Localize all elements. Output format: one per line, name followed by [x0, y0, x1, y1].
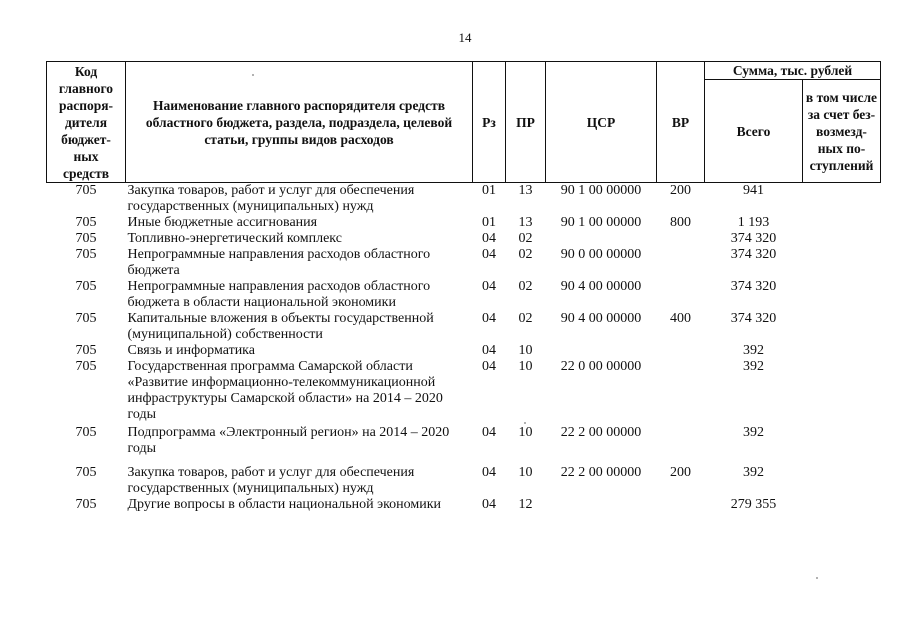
cell-csr: [546, 497, 657, 513]
cell-vtom: [803, 311, 881, 343]
cell-pr: 10: [518, 359, 533, 374]
cell-kod: 705: [75, 465, 97, 480]
cell-rz: 04: [482, 279, 496, 294]
cell-kod: 705: [75, 425, 97, 440]
cell-vsego: 374 320: [730, 231, 777, 246]
cell-vr: [657, 497, 705, 513]
cell-csr: [546, 231, 657, 247]
header-pr: ПР: [506, 62, 546, 183]
cell-name: Закупка товаров, работ и услуг для обеспечения государственных (муниципальных) нужд: [127, 465, 415, 496]
cell-csr: 22 2 00 00000: [560, 465, 642, 480]
header-kod: Код главного распоря-дителя бюджет-ных средств: [47, 62, 126, 183]
cell-name: Подпрограмма «Электронный регион» на 2014 – 2020 годы: [127, 425, 450, 456]
cell-vr: [657, 247, 705, 279]
cell-csr: 90 1 00 00000: [560, 215, 642, 230]
cell-vtom: [803, 215, 881, 231]
table-row: [47, 359, 881, 425]
cell-vr: [657, 425, 705, 457]
cell-rz: 04: [482, 497, 496, 512]
cell-rz: 04: [482, 247, 496, 262]
cell-pr: 02: [518, 279, 533, 294]
cell-vtom: [803, 497, 881, 513]
cell-csr: 90 0 00 00000: [560, 247, 642, 262]
cell-pr: 10: [518, 465, 533, 480]
cell-vtom: [803, 279, 881, 311]
cell-name: Непрограммные направления расходов областного бюджета в области национальной экономики: [127, 279, 431, 310]
cell-vr: [657, 279, 705, 311]
cell-kod: 705: [75, 359, 97, 374]
cell-pr: 02: [518, 311, 533, 326]
cell-rz: 01: [482, 183, 496, 198]
scan-speck: [524, 422, 526, 424]
cell-vr: 200: [670, 465, 691, 480]
cell-vsego: 1 193: [737, 215, 770, 230]
cell-name: Непрограммные направления расходов областного бюджета: [127, 247, 431, 278]
cell-rz: 01: [482, 215, 496, 230]
cell-vtom: [803, 183, 881, 216]
cell-vtom: [803, 343, 881, 359]
cell-kod: 705: [75, 311, 97, 326]
cell-vsego: 392: [743, 343, 764, 358]
cell-rz: 04: [482, 343, 496, 358]
cell-vsego: 374 320: [730, 247, 777, 262]
cell-vsego: 392: [743, 465, 764, 480]
table-row: [47, 183, 881, 216]
cell-pr: 13: [518, 215, 533, 230]
header-vr: ВР: [657, 62, 705, 183]
cell-rz: 04: [482, 465, 496, 480]
cell-vr: [657, 359, 705, 425]
cell-name: Государственная программа Самарской области «Развитие информационно-телекоммуникационной инфраструктуры Самарской области» на 2014 – 2020 годы: [127, 359, 443, 422]
cell-name: Топливно-энергетический комплекс: [127, 231, 342, 246]
table-row: [47, 425, 881, 457]
cell-name: Закупка товаров, работ и услуг для обеспечения государственных (муниципальных) нужд: [127, 183, 415, 214]
table-row: [47, 311, 881, 343]
cell-pr: 10: [518, 343, 533, 358]
cell-csr: [546, 343, 657, 359]
cell-vsego: 941: [743, 183, 764, 198]
table-row: [47, 343, 881, 359]
cell-vr: [657, 343, 705, 359]
cell-kod: 705: [75, 343, 97, 358]
cell-pr: 02: [518, 231, 533, 246]
cell-vsego: 374 320: [730, 279, 777, 294]
cell-name: Иные бюджетные ассигнования: [127, 215, 318, 230]
cell-vsego: 279 355: [730, 497, 777, 512]
cell-kod: 705: [75, 279, 97, 294]
cell-vsego: 374 320: [730, 311, 777, 326]
cell-pr: 12: [518, 497, 533, 512]
budget-table: [46, 61, 881, 513]
cell-rz: 04: [482, 311, 496, 326]
header-vsego: Всего: [705, 80, 803, 183]
cell-kod: 705: [75, 215, 97, 230]
cell-vr: [657, 231, 705, 247]
cell-vtom: [803, 457, 881, 497]
cell-pr: 10: [518, 425, 533, 440]
cell-vsego: 392: [743, 359, 764, 374]
cell-csr: 90 1 00 00000: [560, 183, 642, 198]
cell-vtom: [803, 425, 881, 457]
header-rz: Рз: [473, 62, 506, 183]
cell-pr: 02: [518, 247, 533, 262]
cell-rz: 04: [482, 425, 496, 440]
table-row: [47, 247, 881, 279]
table-row: [47, 497, 881, 513]
cell-rz: 04: [482, 231, 496, 246]
cell-csr: 22 0 00 00000: [560, 359, 642, 374]
cell-vtom: [803, 231, 881, 247]
table-row: [47, 279, 881, 311]
cell-name: Капитальные вложения в объекты государственной (муниципальной) собственности: [127, 311, 434, 342]
header-row-1: [47, 62, 881, 80]
scan-speck: [816, 577, 818, 579]
cell-vr: 200: [670, 183, 691, 198]
table-row: [47, 215, 881, 231]
cell-kod: 705: [75, 497, 97, 512]
cell-kod: 705: [75, 183, 97, 198]
header-summa: Сумма, тыс. рублей: [705, 62, 881, 80]
header-name: Наименование главного распорядителя средств областного бюджета, раздела, подраздела, целевой статьи, группы видов расходов: [126, 62, 473, 183]
header-vtom: в том числе за счет без-возмезд-ных по-ступлений: [803, 80, 881, 183]
cell-vr: 400: [670, 311, 691, 326]
cell-csr: 90 4 00 00000: [560, 311, 642, 326]
cell-kod: 705: [75, 231, 97, 246]
cell-vr: 800: [670, 215, 691, 230]
table-row: [47, 231, 881, 247]
cell-csr: 22 2 00 00000: [560, 425, 642, 440]
table-row: [47, 457, 881, 497]
cell-csr: 90 4 00 00000: [560, 279, 642, 294]
cell-name: Другие вопросы в области национальной экономики: [127, 497, 442, 512]
cell-kod: 705: [75, 247, 97, 262]
cell-vtom: [803, 247, 881, 279]
cell-rz: 04: [482, 359, 496, 374]
cell-vsego: 392: [743, 425, 764, 440]
scan-speck: [252, 74, 254, 76]
header-csr: ЦСР: [546, 62, 657, 183]
page-number: 14: [458, 30, 472, 45]
cell-vtom: [803, 359, 881, 425]
cell-pr: 13: [518, 183, 533, 198]
cell-name: Связь и информатика: [127, 343, 255, 358]
